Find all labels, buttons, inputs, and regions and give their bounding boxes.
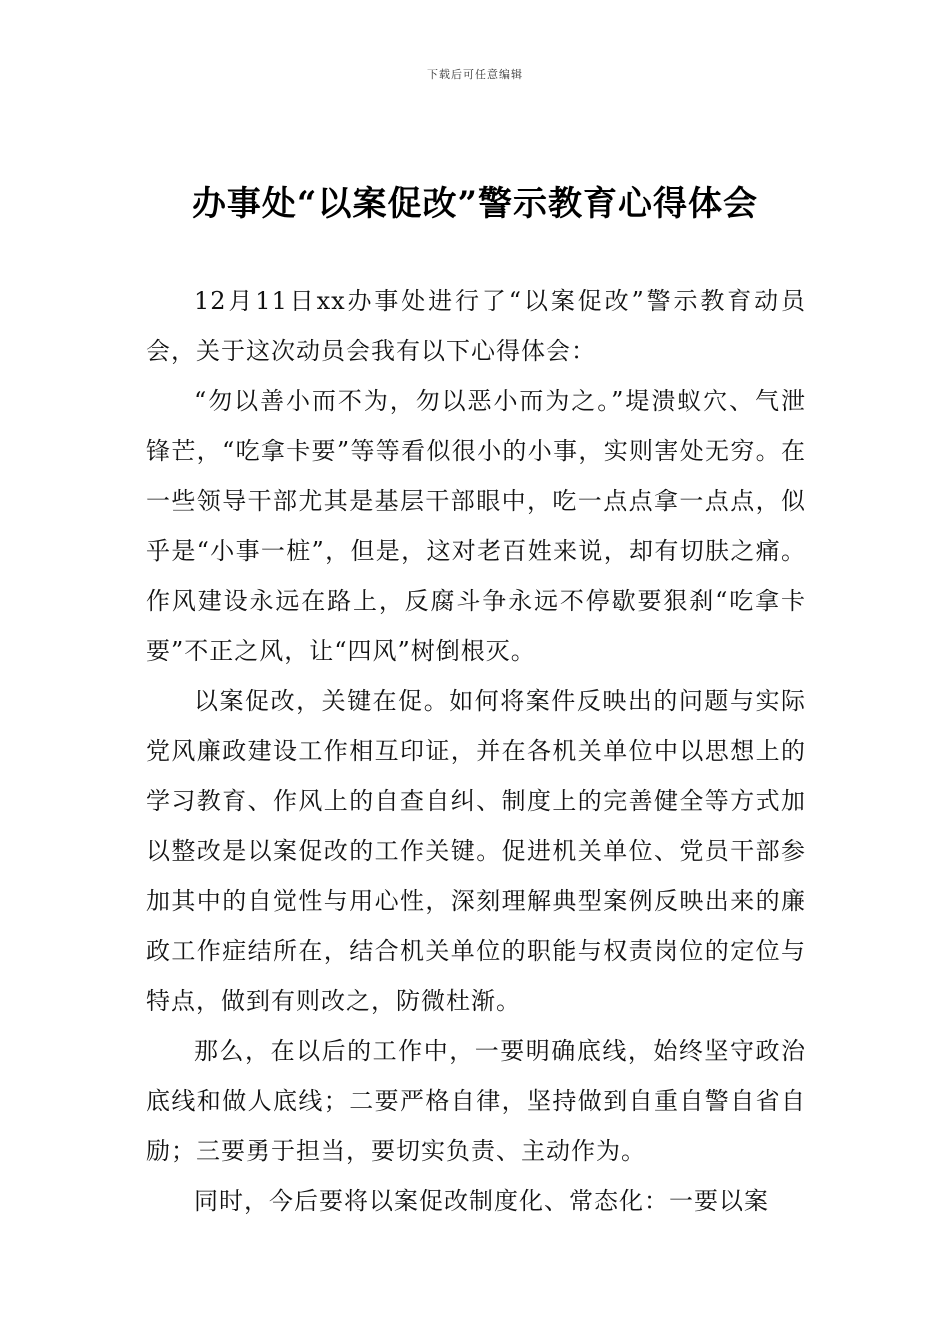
paragraph-3: 以案促改，关键在促。如何将案件反映出的问题与实际党风廉政建设工作相互印证，并在各机关单位中以思想上的学习教育、作风上的自查自纠、制度上的完善健全等方式加以整改是以案促改的工作关键。促进机关单位、党员干部参加其中的自觉性与用心性，深刻理解典型案例反映出来的廉政工作症结所在，结合机关单位的职能与权责岗位的定位与特点，做到有则改之，防微杜渐。 — [146, 687, 806, 1015]
paragraph-2: “勿以善小而不为，勿以恶小而为之。”堤溃蚁穴、气泄锋芒，“吃拿卡要”等等看似很小的小事，实则害处无穷。在一些领导干部尤其是基层干部眼中，吃一点点拿一点点，似乎是“小事一桩”，但是，这对老百姓来说，却有切肤之痛。作风建设永远在路上，反腐斗争永远不停歇要狠刹“吃拿卡要”不正之风，让“四风”树倒根灭。 — [146, 387, 806, 665]
document-body — [146, 276, 806, 1226]
paragraph-1: 12月11日xx办事处进行了“以案促改”警示教育动员会，关于这次动员会我有以下心得体会： — [146, 287, 806, 365]
paragraph-4: 那么，在以后的工作中，一要明确底线，始终坚守政治底线和做人底线；二要严格自律，坚持做到自重自警自省自励；三要勇于担当，要切实负责、主动作为。 — [146, 1037, 806, 1165]
header-note: 下载后可任意编辑 — [427, 68, 523, 81]
paragraph-5: 同时，今后要将以案促改制度化、常态化：一要以案 — [194, 1187, 769, 1215]
document-title: 办事处“以案促改”警示教育心得体会 — [191, 184, 759, 224]
